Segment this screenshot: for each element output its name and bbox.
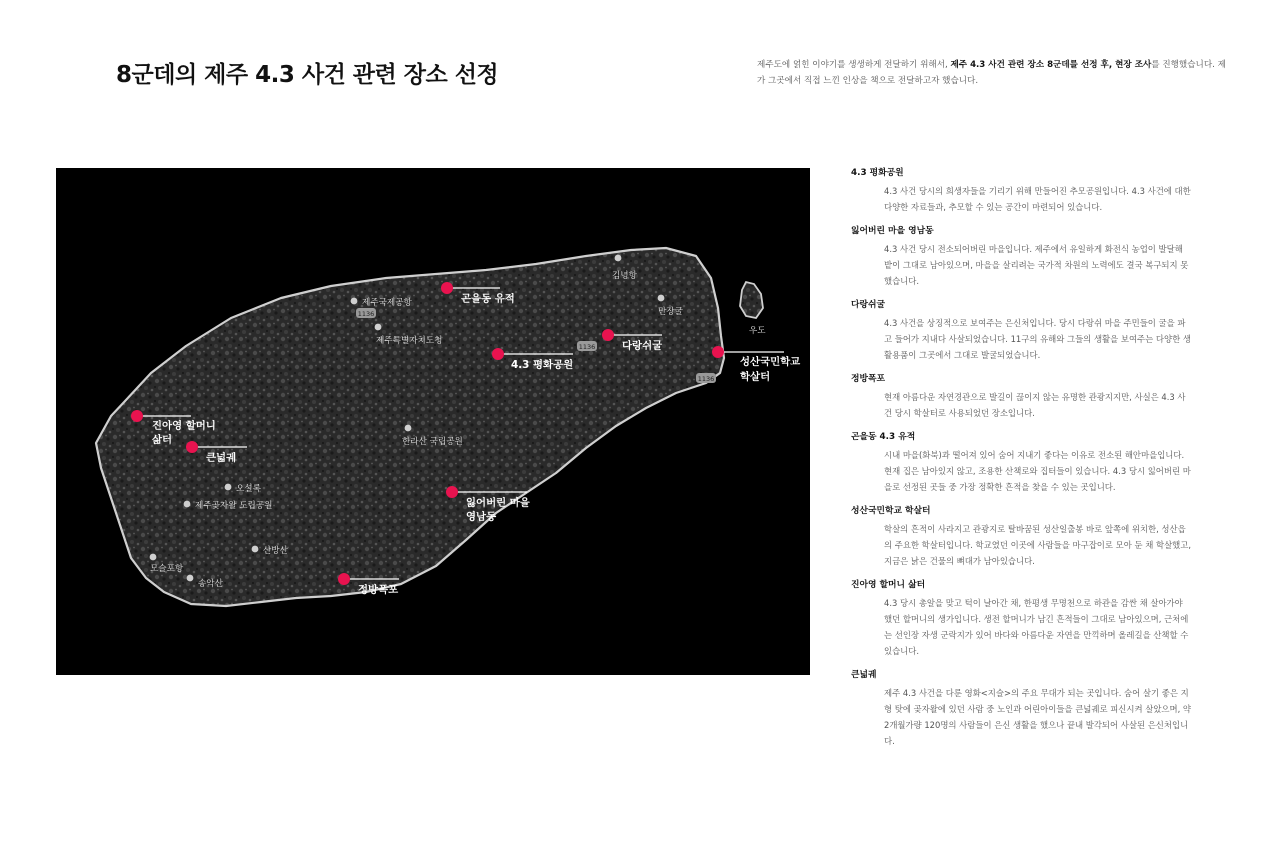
location-item (851, 504, 1211, 569)
intro-text-bold: 제주 4.3 사건 관련 장소 8군데를 선정 후, 현장 조사 (950, 60, 1152, 70)
jeju-map-svg (56, 168, 810, 675)
ref-place-gotjawal-park (184, 499, 273, 511)
svg-text:큰넓궤: 큰넓궤 (206, 452, 237, 464)
location-name: 곤을동 4.3 유적 (851, 432, 916, 442)
location-desc: 4.3 사건을 상징적으로 보여주는 은신처입니다. 당시 다랑쉬 마을 주민들이 굴을 파고 들어가 지내다 사살되었습니다. 11구의 유해와 그들의 생활을 보여주는 다양한 생활용품이 그곳에서 그대로 발굴되었습니다. (884, 318, 1191, 360)
location-item (851, 578, 1211, 659)
location-desc: 학살의 흔적이 사라지고 관광지로 탈바꿈된 성산일출봉 바로 앞쪽에 위치한, 성산읍의 주요한 학살터입니다. 학교였던 이곳에 사람들을 마구잡이로 모아 둔 채 학살했고, 지금은 낡은 건물의 뼈대가 남아있습니다. (884, 524, 1192, 566)
location-desc: 제주 4.3 사건을 다룬 영화<지슬>의 주요 무대가 되는 곳입니다. 숨어 살기 좋은 지형 탓에 곶자왈에 있던 사람 중 노인과 어린아이들을 큰넓궤로 피신시켜 살았으며, 약 2개월가량 120명의 사람들이 은신 생활을 했으나 끝내 발각되어 사살된 은신처입니다. (884, 688, 1192, 746)
marker-seongsan-label (739, 355, 801, 383)
location-name: 성산국민학교 학살터 (851, 506, 931, 516)
svg-text:제주곶자왈 도립공원: 제주곶자왈 도립공원 (195, 501, 273, 511)
marker-seongsan-line-2: 학살터 (740, 371, 771, 383)
svg-text:김녕항: 김녕항 (612, 271, 637, 281)
svg-text:1136: 1136 (697, 375, 715, 383)
udo-label: 우도 (749, 326, 766, 336)
svg-text:4.3 평화공원: 4.3 평화공원 (511, 359, 574, 371)
svg-text:1136: 1136 (578, 343, 596, 351)
page-title: 8군데의 제주 4.3 사건 관련 장소 선정 (116, 62, 499, 88)
location-desc: 시내 마을(화북)과 떨어져 있어 숨어 지내기 좋다는 이유로 전소된 해안마을입니다. 현재 집은 남아있지 않고, 조용한 산책로와 집터들이 있습니다. 4.3 당시 잃어버린 마을로 선정된 곳들 중 가장 정확한 흔적을 찾을 수 있는 곳입니다. (884, 450, 1191, 492)
location-item (851, 668, 1211, 749)
location-name: 4.3 평화공원 (851, 168, 904, 178)
location-desc: 4.3 사건 당시의 희생자들을 기리기 위해 만들어진 추모공원입니다. 4.3 사건에 대한 다양한 자료들과, 추모할 수 있는 공간이 마련되어 있습니다. (884, 186, 1191, 212)
location-item (851, 166, 1211, 215)
location-list (851, 166, 1211, 758)
intro-text-part-2: 를 진행했습니다. 제가 그곳에서 직접 느낀 인상을 책으로 전달하고자 했습니다. (757, 60, 1226, 86)
road-badge (356, 308, 376, 318)
svg-text:오설록: 오설록 (236, 484, 261, 494)
svg-text:한라산 국립공원: 한라산 국립공원 (402, 437, 463, 447)
svg-text:정방폭포: 정방폭포 (358, 584, 399, 596)
svg-text:제주특별자치도청: 제주특별자치도청 (376, 336, 443, 346)
jeju-map (56, 168, 810, 675)
intro-text (757, 57, 1227, 89)
location-desc: 4.3 당시 총알을 맞고 턱이 날아간 채, 한평생 무명천으로 하관을 감싼 채 살아가야 했던 할머니의 생가입니다. 생전 할머니가 남긴 흔적들이 그대로 남아있으며, 근처에는 선인장 자생 군락지가 있어 바다와 아름다운 자연을 만끽하며 올레길을 산책할 수 있습니다. (884, 598, 1189, 656)
svg-text:제주국제공항: 제주국제공항 (362, 298, 412, 308)
svg-text:만장굴: 만장굴 (658, 307, 683, 317)
svg-text:송악산: 송악산 (198, 579, 223, 589)
intro-text-part-1: 제주도에 얽힌 이야기를 생생하게 전달하기 위해서, (757, 60, 951, 70)
svg-text:산방산: 산방산 (263, 546, 288, 556)
location-desc: 4.3 사건 당시 전소되어버린 마을입니다. 제주에서 유일하게 화전식 농업이 발달해 밭이 그대로 남아있으며, 마을을 살리려는 국가적 차원의 노력에도 결국 복구되지 못했습니다. (884, 244, 1189, 286)
location-name: 진아영 할머니 삶터 (851, 580, 926, 590)
marker-seongsan-line-1: 성산국민학교 (740, 356, 801, 368)
location-item (851, 298, 1211, 363)
location-item (851, 430, 1211, 495)
svg-text:1136: 1136 (357, 310, 375, 318)
location-name: 잃어버린 마을 영남동 (851, 226, 934, 236)
location-name: 다랑쉬굴 (851, 300, 885, 310)
svg-text:다랑쉬굴: 다랑쉬굴 (622, 340, 663, 352)
road-badge (696, 373, 716, 383)
marker-seongsan-school[interactable] (712, 346, 801, 383)
svg-text:진아영 할머니삶터: 진아영 할머니 삶터 (152, 420, 216, 446)
location-name: 큰넓궤 (851, 670, 877, 680)
road-badge (577, 341, 597, 351)
svg-text:곤을동 유적: 곤을동 유적 (461, 293, 515, 305)
location-desc: 현재 아름다운 자연경관으로 발길이 끊이지 않는 유명한 관광지지만, 사실은 4.3 사건 당시 학살터로 사용되었던 장소입니다. (884, 392, 1186, 418)
location-item (851, 372, 1211, 421)
svg-text:모슬포항: 모슬포항 (150, 564, 184, 574)
svg-text:잃어버린 마을영남동: 잃어버린 마을 영남동 (466, 497, 530, 523)
location-name: 정방폭포 (851, 374, 885, 384)
location-item (851, 224, 1211, 289)
udo-island-shape (740, 282, 763, 318)
